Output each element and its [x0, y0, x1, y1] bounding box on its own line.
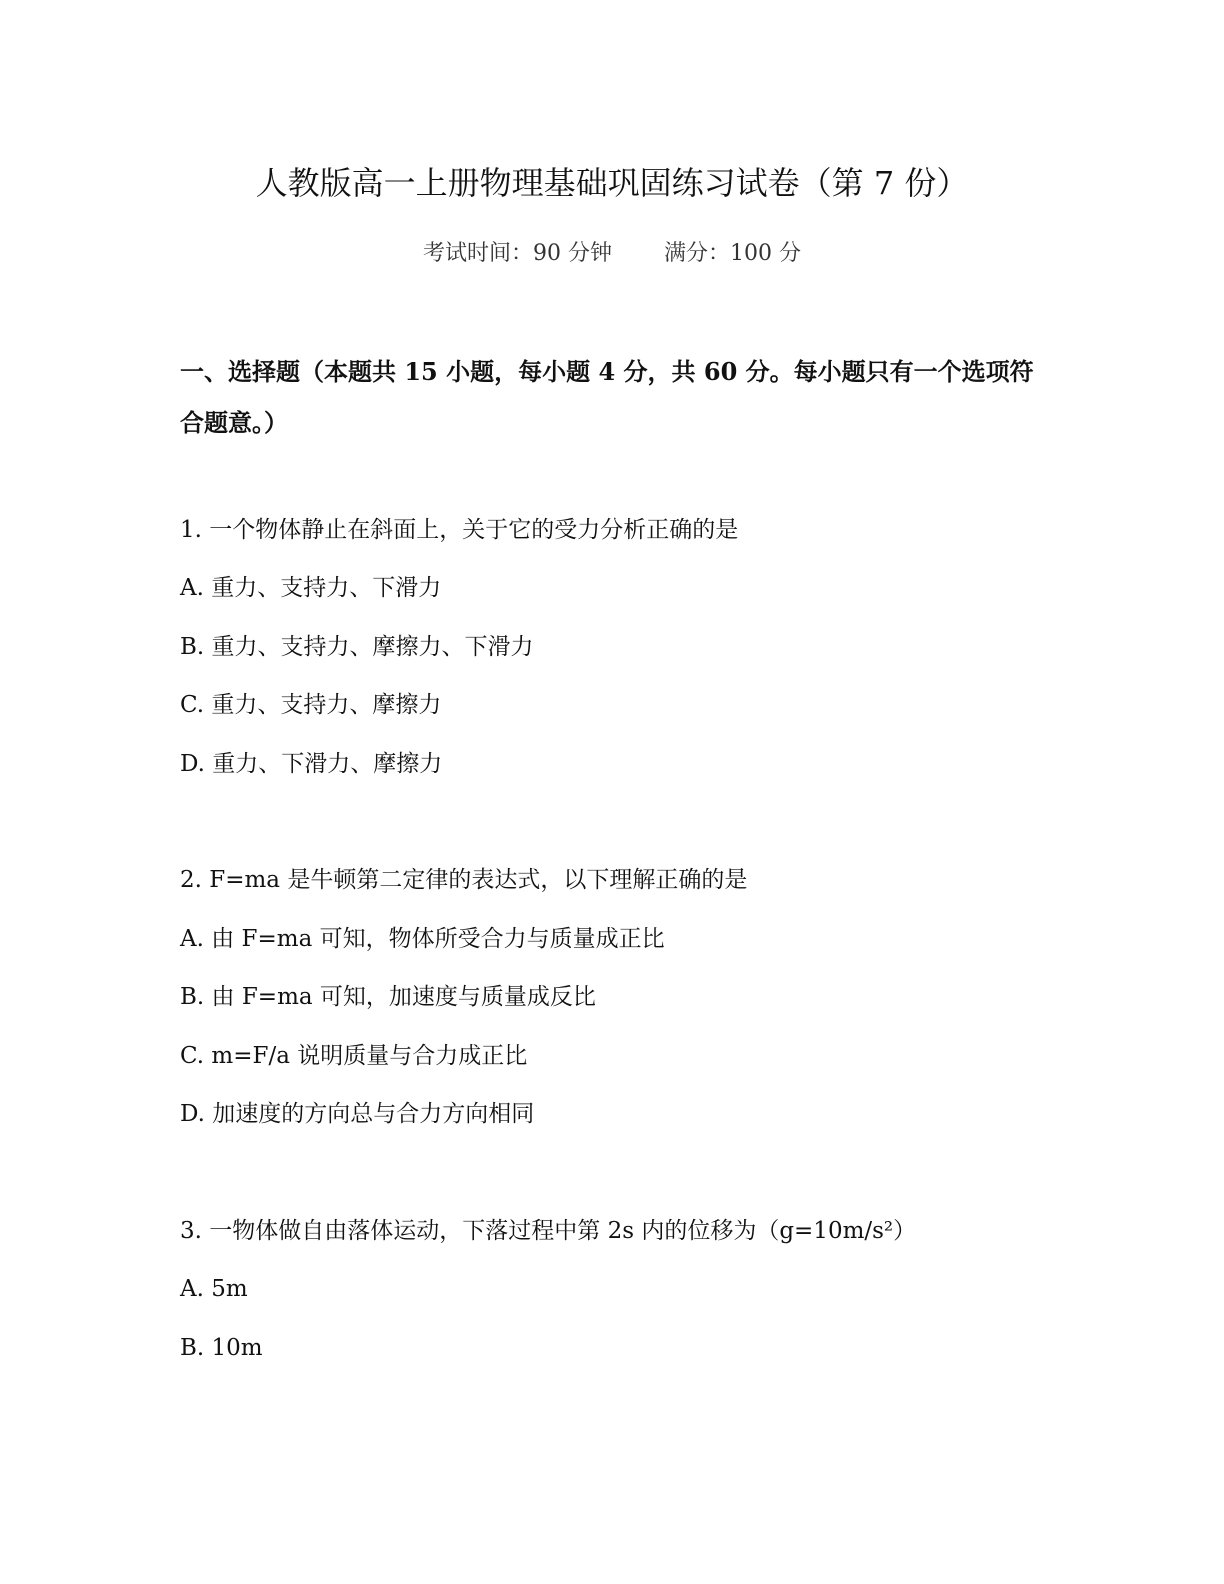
- question-3-option-b: B. 10m: [180, 1335, 263, 1361]
- question-1-option-a: A. 重力、支持力、下滑力: [180, 575, 442, 601]
- question-2-option-a: A. 由 F=ma 可知，物体所受合力与质量成正比: [180, 926, 665, 952]
- question-1-option-d: D. 重力、下滑力、摩擦力: [180, 751, 443, 777]
- section-heading: 一、选择题（本题共 15 小题，每小题 4 分，共 60 分。每小题只有一个选项符合题意。）: [180, 357, 1034, 437]
- exam-score: 满分：100 分: [664, 241, 801, 266]
- question-2-option-c: C. m=F/a 说明质量与合力成正比: [180, 1043, 528, 1069]
- question-2-option-b: B. 由 F=ma 可知，加速度与质量成反比: [180, 984, 596, 1010]
- exam-time: 考试时间：90 分钟: [423, 241, 612, 266]
- question-3-stem: 3. 一物体做自由落体运动，下落过程中第 2s 内的位移为（g=10m/s²）: [180, 1218, 917, 1244]
- question-3-option-a: A. 5m: [180, 1276, 248, 1302]
- question-2-stem: 2. F=ma 是牛顿第二定律的表达式，以下理解正确的是: [180, 867, 748, 893]
- exam-meta: [0, 236, 1224, 267]
- page-title: 人教版高一上册物理基础巩固练习试卷（第 7 份）: [255, 164, 969, 202]
- question-1-stem: 1. 一个物体静止在斜面上，关于它的受力分析正确的是: [180, 517, 739, 543]
- question-2-option-d: D. 加速度的方向总与合力方向相同: [180, 1101, 535, 1127]
- question-1-option-c: C. 重力、支持力、摩擦力: [180, 692, 442, 718]
- question-1-option-b: B. 重力、支持力、摩擦力、下滑力: [180, 634, 534, 660]
